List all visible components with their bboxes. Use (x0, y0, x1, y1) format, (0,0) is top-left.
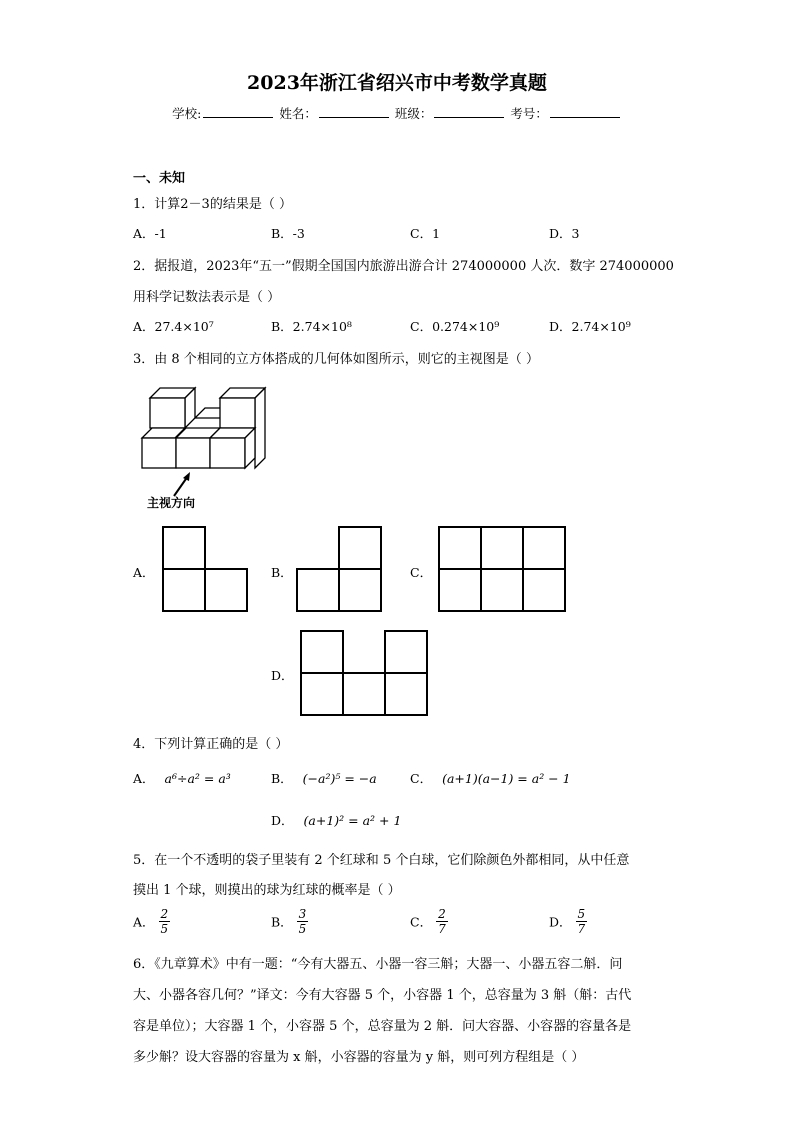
q5-stem-line1: 5．在一个不透明的袋子里装有 2 个红球和 5 个白球，它们除颜色外都相同，从中任意 (133, 853, 630, 868)
page-title: 2023年浙江省绍兴市中考数学真题 (247, 72, 547, 94)
q5-option-a-fraction (159, 907, 171, 936)
school-blank[interactable] (203, 105, 273, 118)
section-title: 一、未知 (133, 171, 186, 186)
q1-option-b[interactable]: B．-3 (271, 226, 305, 241)
q4-option-d-expr: (a+1)² = a² + 1 (303, 813, 402, 828)
fraction-numerator: 2 (160, 907, 169, 921)
q5-option-d-label: D． (549, 914, 572, 930)
q3-option-c-label[interactable]: C． (410, 565, 433, 580)
class-blank[interactable] (434, 105, 504, 118)
q6-line2: 大、小器各容几何？”译文：今有大容器 5 个，小容器 1 个，总容量为 3 斛（斛：古代 (133, 988, 632, 1003)
q6-line1: 6．《九章算术》中有一题：“今有大器五、小器一容三斛；大器一、小器五容二斛．问 (133, 957, 623, 972)
q3-option-d-label[interactable]: D． (271, 668, 294, 683)
q4-stem: 4．下列计算正确的是（ ） (133, 737, 289, 752)
name-blank[interactable] (319, 105, 389, 118)
student-info-line (0, 104, 794, 122)
q5-option-b[interactable] (271, 907, 308, 936)
q5-option-a[interactable] (133, 907, 170, 936)
q3-option-a-figure[interactable] (162, 526, 248, 612)
school-label: 学校: (172, 106, 202, 121)
q5-stem-line2: 摸出 1 个球，则摸出的球为红球的概率是（ ） (133, 883, 401, 898)
q3-option-b-label[interactable]: B． (271, 565, 293, 580)
q4-option-b[interactable] (271, 769, 377, 787)
exam-no-blank[interactable] (550, 105, 620, 118)
q2-option-c[interactable]: C．0.274×10⁹ (410, 319, 500, 334)
q2-option-b[interactable]: B．2.74×10⁸ (271, 319, 352, 334)
q5-option-c-fraction (436, 907, 448, 936)
q2-option-a[interactable]: A．27.4×10⁷ (133, 319, 214, 334)
q4-option-b-label: B． (271, 771, 293, 786)
name-label: 姓名： (279, 106, 317, 121)
fraction-numerator: 5 (577, 907, 586, 921)
q4-option-a-label: A． (133, 771, 155, 786)
q3-option-b-figure[interactable] (296, 526, 382, 612)
q4-option-c-label: C． (410, 771, 433, 786)
fraction-numerator: 3 (298, 907, 307, 921)
fraction-denominator: 7 (577, 922, 586, 936)
q2-stem-line1: 2．据报道，2023年“五一”假期全国国内旅游出游合计 274000000 人次．数字 274000000 (133, 259, 674, 274)
q5-option-c[interactable] (410, 907, 448, 936)
fraction-denominator: 5 (160, 922, 169, 936)
q2-option-d[interactable]: D．2.74×10⁹ (549, 319, 631, 334)
q3-option-d-figure[interactable] (300, 630, 428, 716)
q4-option-c[interactable] (410, 769, 571, 787)
class-label: 班级： (394, 106, 433, 121)
q3-option-c-figure[interactable] (438, 526, 566, 612)
q5-option-d-fraction (576, 907, 588, 936)
q4-option-b-expr: (−a²)⁵ = −a (302, 771, 377, 786)
q4-option-a[interactable] (133, 769, 231, 787)
q5-option-b-label: B． (271, 914, 293, 930)
exam-no-label: 考号： (510, 106, 548, 121)
q5-option-a-label: A． (133, 914, 155, 930)
q1-option-a[interactable]: A．-1 (133, 226, 167, 241)
q5-option-b-fraction (297, 907, 309, 936)
q4-option-a-expr: a⁶÷a² = a³ (164, 771, 231, 786)
cube-solid-figure (140, 384, 270, 474)
q5-option-d[interactable] (549, 907, 587, 936)
q1-stem: 1．计算2－3的结果是（ ） (133, 197, 292, 212)
q6-line4: 多少斛？设大容器的容量为 x 斛，小容器的容量为 y 斛，则可列方程组是（ ） (133, 1050, 585, 1065)
fraction-denominator: 7 (438, 922, 446, 936)
q5-option-c-label: C． (410, 914, 433, 930)
q3-option-a-label[interactable]: A． (133, 565, 155, 580)
fraction-numerator: 2 (438, 907, 446, 921)
q4-option-d[interactable] (271, 811, 401, 829)
q4-option-c-expr: (a+1)(a−1) = a² − 1 (442, 771, 571, 786)
q6-line3: 容是单位）；大容器 1 个，小容器 5 个，总容量为 2 斛．问大容器、小容器的容量各是 (133, 1019, 632, 1034)
q2-stem-line2: 用科学记数法表示是（ ） (133, 290, 281, 305)
view-direction-label: 主视方向 (147, 496, 196, 510)
q3-stem: 3．由 8 个相同的立方体搭成的几何体如图所示，则它的主视图是（ ） (133, 352, 539, 367)
q4-option-d-label: D． (271, 813, 294, 828)
q1-option-d[interactable]: D．3 (549, 226, 580, 241)
q1-option-c[interactable]: C．1 (410, 226, 441, 241)
fraction-denominator: 5 (298, 922, 307, 936)
